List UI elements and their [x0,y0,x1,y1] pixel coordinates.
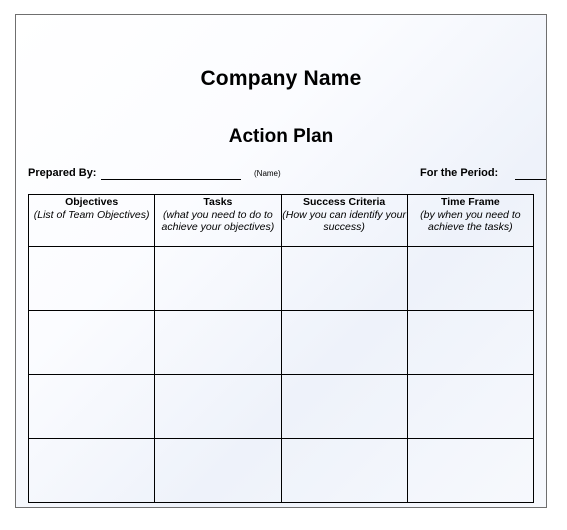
column-title: Objectives [65,196,119,208]
name-hint: (Name) [254,169,281,178]
column-description: (How you can identify your success) [282,208,406,233]
table-cell[interactable] [155,439,281,503]
table-cell[interactable] [29,375,155,439]
table-row [29,311,534,375]
table-cell[interactable] [155,375,281,439]
table-cell[interactable] [281,439,407,503]
table-cell[interactable] [407,247,533,311]
action-plan-page [15,14,547,508]
action-plan-table [28,194,534,503]
document-title: Action Plan [228,126,334,147]
prepared-by-row [28,167,536,187]
table-cell[interactable] [407,375,533,439]
table-row [29,247,534,311]
column-title: Success Criteria [302,196,386,208]
column-description: (what you need to do to achieve your objectives) [161,208,275,233]
table-cell[interactable] [407,439,533,503]
table-cell[interactable] [407,311,533,375]
table-cell[interactable] [281,247,407,311]
table-header-row [29,195,534,247]
column-header-success-criteria [281,195,407,247]
company-name: Company Name [200,67,362,90]
table-cell[interactable] [29,439,155,503]
column-description: (List of Team Objectives) [33,208,150,221]
prepared-by-field[interactable] [101,179,241,180]
column-title: Time Frame [441,196,500,208]
column-description: (by when you need to achieve the tasks) [420,208,521,233]
table-cell[interactable] [29,247,155,311]
table-cell[interactable] [281,375,407,439]
period-label: For the Period: [420,167,499,179]
table-cell[interactable] [155,311,281,375]
period-field[interactable] [515,179,546,180]
table-row [29,375,534,439]
table-row [29,439,534,503]
column-header-objectives [29,195,155,247]
column-header-time-frame [407,195,533,247]
column-header-tasks [155,195,281,247]
table-cell[interactable] [29,311,155,375]
table-cell[interactable] [155,247,281,311]
table-cell[interactable] [281,311,407,375]
column-title: Tasks [203,196,233,208]
prepared-by-label: Prepared By: [28,167,97,179]
